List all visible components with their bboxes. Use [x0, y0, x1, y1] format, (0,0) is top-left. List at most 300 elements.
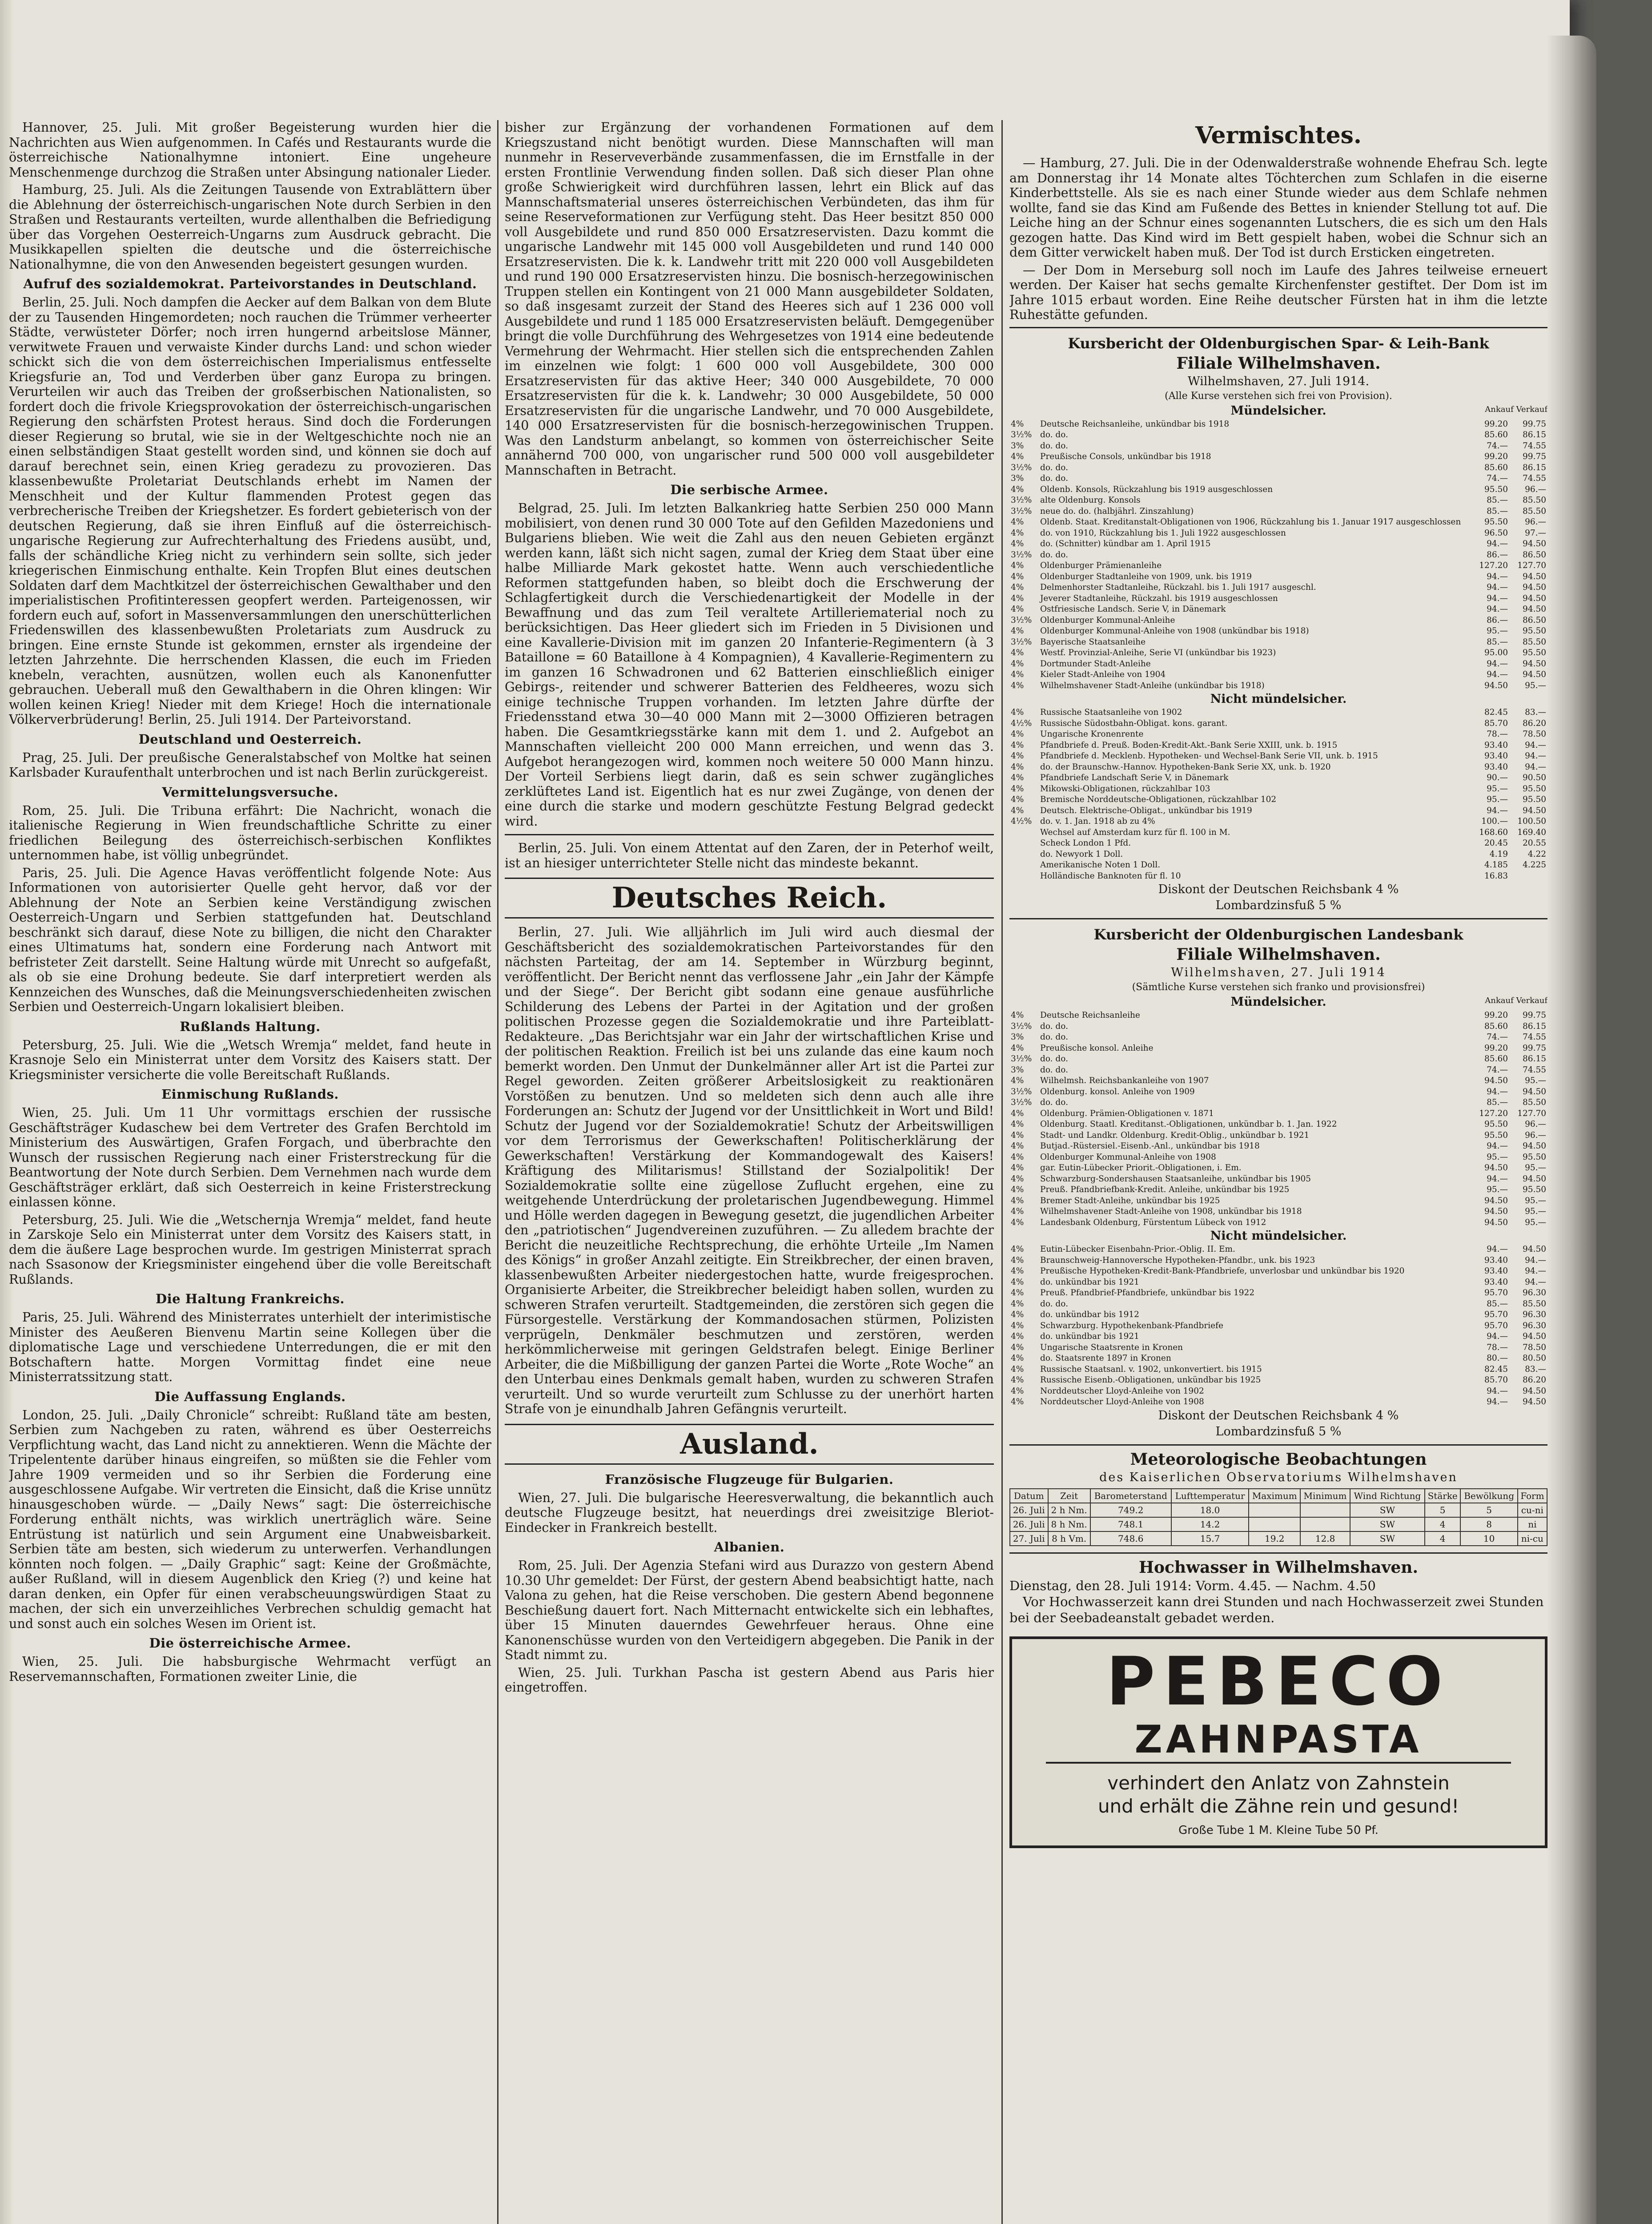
security-name: do. do.: [1040, 441, 1068, 451]
sell-price: 94.50: [1523, 1332, 1546, 1341]
weather-cell: cu-ni: [1518, 1503, 1547, 1517]
security-name: Oldenburger Kommunal-Anleihe von 1908 (unkündbar bis 1918): [1040, 626, 1309, 636]
separator-rule: [505, 834, 994, 835]
weather-cell: 5: [1425, 1503, 1461, 1517]
sell-price: 4.225: [1523, 860, 1546, 870]
weather-cell: 749.2: [1090, 1503, 1171, 1517]
buy-price: 93.40: [1484, 762, 1508, 772]
buy-price: 95.50: [1484, 517, 1508, 527]
high-water-times: Dienstag, den 28. Juli 1914: Vorm. 4.45. — Nachm. 4.50: [1009, 1578, 1376, 1593]
sell-price: 99.75: [1523, 1043, 1546, 1053]
high-water-title: Hochwasser in Wilhelmshaven.: [1138, 1558, 1419, 1577]
buy-price: 74.—: [1487, 474, 1508, 483]
weather-row: [1010, 1503, 1547, 1517]
sell-price: 95.—: [1525, 1217, 1546, 1227]
rate-row: [1009, 441, 1547, 452]
stock-report-date: Wilhelmshaven, 27. Juli 1914: [1171, 966, 1386, 979]
weather-cell: ni-cu: [1518, 1531, 1547, 1546]
rates-table: [1009, 707, 1547, 827]
buy-price: 94.50: [1484, 1163, 1508, 1172]
security-name: do. von 1910, Rückzahlung bis 1. Juli 1922 ausgeschlossen: [1040, 528, 1286, 538]
rate-row: [1009, 718, 1547, 729]
weather-header-row: [1010, 1489, 1547, 1503]
sell-price: 74.55: [1523, 1032, 1546, 1042]
rate-row: [1009, 539, 1547, 550]
weather-header: Datum: [1010, 1489, 1048, 1503]
rate-percent: [1009, 849, 1039, 860]
sell-price: 96.—: [1525, 484, 1546, 494]
sell-price: 80.50: [1523, 1354, 1546, 1363]
sell-price: 86.15: [1523, 430, 1546, 439]
stock-report-heading: Kursbericht der Oldenburgischen Spar- & Leih-Bank: [1009, 327, 1547, 353]
rate-row: [1009, 463, 1547, 474]
rate-percent: 4%: [1011, 1076, 1024, 1085]
security-name: do. do.: [1040, 1299, 1068, 1309]
rate-row: [1009, 1054, 1547, 1065]
security-name: do. do.: [1040, 1098, 1068, 1107]
security-name: do. do.: [1040, 1065, 1068, 1075]
rate-percent: 4%: [1011, 583, 1024, 592]
buy-price: 82.45: [1484, 708, 1508, 717]
column-middle: [505, 120, 994, 2224]
security-name: do. unkündbar bis 1921: [1040, 1332, 1139, 1341]
sell-price: 85.50: [1523, 1299, 1546, 1309]
rate-row: [1009, 681, 1547, 692]
rate-percent: 3½%: [1011, 637, 1032, 647]
weather-title: Meteorologische Beobachtungen: [1130, 1450, 1427, 1469]
buy-price: 95.—: [1487, 1152, 1508, 1162]
weather-cell: 12.8: [1300, 1531, 1350, 1546]
rate-row: [1009, 1277, 1547, 1288]
security-name: Russische Eisenb.-Obligationen, unkündbar bis 1925: [1040, 1375, 1261, 1385]
buy-price: 127.20: [1479, 561, 1508, 570]
rate-percent: 4%: [1011, 1386, 1024, 1396]
sell-price: 96.—: [1525, 1120, 1546, 1129]
rate-percent: 4%: [1011, 539, 1024, 548]
security-name: Wechsel auf Amsterdam kurz für fl. 100 in M.: [1040, 827, 1230, 837]
rate-percent: 4%: [1011, 1288, 1024, 1297]
buy-price: 86.—: [1487, 550, 1508, 560]
weather-cell: 748.6: [1090, 1531, 1171, 1546]
security-name: do. do.: [1040, 474, 1068, 483]
rate-percent: 4%: [1011, 751, 1024, 761]
buy-price: 93.40: [1484, 1277, 1508, 1287]
buy-price: 4.19: [1489, 849, 1508, 859]
column-left: [9, 120, 491, 2224]
rate-row: [1009, 1206, 1547, 1217]
stock-report-heading: Kursbericht der Oldenburgischen Landesbank: [1009, 918, 1547, 944]
buy-price: 85.—: [1487, 496, 1508, 505]
security-name: Bremische Norddeutsche-Obligationen, rückzahlbar 102: [1040, 795, 1277, 804]
ad-price: Große Tube 1 M. Kleine Tube 50 Pf.: [1178, 1823, 1379, 1837]
column-rule: [1001, 120, 1003, 2224]
security-name: Schwarzburg-Sondershausen Staatsanleihe, unkündbar bis 1905: [1040, 1174, 1311, 1184]
rate-percent: 4%: [1011, 806, 1024, 815]
weather-cell: 26. Juli: [1010, 1503, 1048, 1517]
lombard-rate: Lombardzinsfuß 5 %: [1215, 898, 1342, 912]
rate-percent: 4%: [1011, 1321, 1024, 1330]
rate-percent: 3%: [1011, 474, 1024, 483]
rate-percent: 4%: [1011, 1266, 1024, 1276]
article-paragraph: Hannover, 25. Juli. Mit großer Begeisterung wurden hier die Nachrichten aus Wien aufgenommen. In Cafés und Restaurants wurde die österreichische Nationalhymne intoniert. Eine ungeheure Menschenmenge durchzog die Straßen unter Absingung nationaler Lieder.: [9, 120, 491, 180]
article-heading: Einmischung Rußlands.: [161, 1087, 339, 1102]
security-name: Pfandbriefe Landschaft Serie V, in Dänemark: [1040, 773, 1229, 782]
column-header: Ankauf Verkauf: [1485, 404, 1547, 414]
weather-row: [1010, 1517, 1547, 1531]
sell-price: 94.50: [1523, 572, 1546, 581]
security-name: Russische Südostbahn-Obligat. kons. garant.: [1040, 718, 1228, 728]
rate-percent: 4%: [1011, 1185, 1024, 1194]
rate-percent: 3½%: [1011, 1054, 1032, 1064]
category-heading: Mündelsicher.: [1230, 403, 1326, 418]
rate-row: [1009, 1021, 1547, 1032]
sell-price: 74.55: [1523, 1065, 1546, 1075]
sell-price: 74.55: [1523, 474, 1546, 483]
article-paragraph: — Der Dom in Merseburg soll noch im Laufe des Jahres teilweise erneuert werden. Der Kaiser hat sechs gemalte Kirchenfenster gestiftet. Der Dom ist im Jahre 1015 erbaut worden. Eine Reihe deutscher Fürsten hat in ihm die letzte Ruhestätte gefunden.: [1009, 262, 1547, 322]
sell-price: 95.50: [1523, 626, 1546, 636]
rate-percent: 4%: [1011, 528, 1024, 538]
rate-row: [1009, 794, 1547, 806]
rate-percent: 4%: [1011, 1332, 1024, 1341]
category-heading: Nicht mündelsicher.: [1210, 692, 1347, 706]
rate-row: [1009, 430, 1547, 441]
rate-row: [1009, 495, 1547, 506]
buy-price: 94.—: [1487, 1141, 1508, 1151]
rate-row: [1009, 615, 1547, 626]
article-heading: Rußlands Haltung.: [180, 1019, 321, 1034]
buy-price: 95.00: [1484, 648, 1508, 657]
buy-price: 90.—: [1487, 773, 1508, 782]
security-name: Holländische Banknoten für fl. 10: [1040, 871, 1181, 881]
sell-price: 95.50: [1523, 795, 1546, 804]
sell-price: 96.30: [1523, 1310, 1546, 1319]
rate-row: [1009, 1364, 1547, 1375]
weather-header: Stärke: [1425, 1489, 1461, 1503]
security-name: Eutin-Lübecker Eisenbahn-Prior.-Oblig. II. Em.: [1040, 1245, 1235, 1254]
weather-table: [1009, 1488, 1547, 1546]
buy-price: 74.—: [1487, 1065, 1508, 1075]
buy-price: 20.45: [1484, 838, 1508, 848]
buy-price: 85.—: [1487, 506, 1508, 516]
security-name: do. do.: [1040, 463, 1068, 472]
weather-cell: SW: [1350, 1531, 1425, 1546]
sell-price: 94.50: [1523, 806, 1546, 815]
rate-row: [1009, 1043, 1547, 1054]
rate-row: [1009, 751, 1547, 762]
security-name: Oldenburger Kommunal-Anleihe von 1908: [1040, 1152, 1216, 1162]
security-name: do. v. 1. Jan. 1918 ab zu 4%: [1040, 817, 1155, 826]
buy-price: 94.—: [1487, 539, 1508, 548]
rate-percent: 3½%: [1011, 1087, 1032, 1096]
buy-price: 94.—: [1487, 1087, 1508, 1096]
rate-row: [1009, 827, 1547, 838]
security-name: Oldenburg. konsol. Anleihe von 1909: [1040, 1087, 1195, 1096]
buy-price: 95.50: [1484, 1120, 1508, 1129]
sell-price: 85.50: [1523, 1098, 1546, 1107]
stock-report-note: (Alle Kurse verstehen sich frei von Provision).: [1165, 390, 1392, 402]
sell-price: 97.—: [1525, 528, 1546, 538]
rate-percent: 4%: [1011, 762, 1024, 772]
weather-cell: 19.2: [1249, 1531, 1300, 1546]
rate-percent: 4%: [1011, 1277, 1024, 1287]
rate-row: [1009, 707, 1547, 718]
buy-price: 127.20: [1479, 1108, 1508, 1118]
sell-price: 83.—: [1525, 1364, 1546, 1374]
security-name: Wilhelmshavener Stadt-Anleihe (unkündbar bis 1918): [1040, 681, 1265, 690]
rate-percent: 3½%: [1011, 550, 1032, 560]
security-name: Ostfriesische Landsch. Serie V, in Dänemark: [1040, 604, 1226, 614]
rate-percent: [1009, 871, 1039, 882]
rate-percent: 3%: [1011, 1032, 1024, 1042]
rate-row: [1009, 1087, 1547, 1098]
security-name: do. (Schnitter) kündbar am 1. April 1915: [1040, 539, 1211, 548]
ad-product: ZAHNPASTA: [1046, 1717, 1511, 1764]
security-name: Bayerische Staatsanleihe: [1040, 637, 1146, 647]
security-name: Norddeutscher Lloyd-Anleihe von 1908: [1040, 1397, 1204, 1406]
high-water-note: Vor Hochwasserzeit kann drei Stunden und nach Hochwasserzeit zwei Stunden bei der Seebadeanstalt gebadet werden.: [1009, 1594, 1544, 1625]
security-name: do. do.: [1040, 430, 1068, 439]
buy-price: 94.—: [1487, 583, 1508, 592]
buy-price: 99.20: [1484, 452, 1508, 461]
rate-row: [1009, 1321, 1547, 1332]
rate-percent: 4½%: [1011, 718, 1032, 728]
sell-price: 94.50: [1523, 1397, 1546, 1406]
rate-row: [1009, 784, 1547, 795]
weather-header: Lufttemperatur: [1171, 1489, 1249, 1503]
article-paragraph: Petersburg, 25. Juli. Wie die „Wetsch Wremja“ meldet, fand heute in Krasnoje Selo ein Ministerrat unter dem Vorsitz des Kaisers statt. Der Kriegsminister versicherte die volle Bereitschaft Rußlands.: [9, 1037, 491, 1082]
security-name: do. der Braunschw.-Hannov. Hypotheken-Bank Serie XX, unk. b. 1920: [1040, 762, 1331, 772]
buy-price: 85.60: [1484, 1054, 1508, 1064]
rate-percent: 4%: [1011, 1342, 1024, 1352]
stock-report-spar-leih-bank: [1009, 327, 1547, 914]
weather-cell: 26. Juli: [1010, 1517, 1048, 1531]
security-name: do. unkündbar bis 1912: [1040, 1310, 1139, 1319]
rate-percent: 4%: [1011, 1207, 1024, 1216]
article-paragraph: Wien, 25. Juli. Die habsburgische Wehrmacht verfügt an Reservemannschaften, Formationen zweiter Linie, die: [9, 1654, 491, 1684]
article-paragraph: bisher zur Ergänzung der vorhandenen Formationen auf dem Kriegszustand nicht benötigt wurden. Diese Mannschaften will man nunmehr in Reserveverbände zusammenfassen, die im Ernstfalle in der ersten Frontlinie Verwendung finden sollen. Daß sich dieser Plan ohne große Schwierigkeit wird durchführen lassen, lehrt ein Blick auf das Mannschaftsmaterial unseres österreichischen Verbündeten, das ihm für seine Reserveformationen zur Verfügung steht. Das Heer besitzt 850 000 voll Ausgebildete und rund 850 000 Ersatzreservisten. Dazu kommt die ungarische Landwehr mit 145 000 voll Ausgebildeten und rund 140 000 Ersatzreservisten. Die k. k. Landwehr tritt mit 220 000 voll Ausgebildeten und rund 190 000 Ersatzreservisten hinzu. Die bosnisch-herzegowinischen Truppen stellen ein Kontingent von 21 000 Mann ausgebildeter Soldaten, so daß insgesamt zurzeit der Stand des Heeres sich auf 1 236 000 voll Ausgebildete und rund 1 185 000 Ersatzreservisten beläuft. Demgegenüber bringt die volle Durchführung des Wehrgesetzes von 1914 eine bedeutende Vermehrung der Wehrmacht. Hier stellen sich die entsprechenden Zahlen im einzelnen wie folgt: 1 600 000 voll Ausgebildete, 300 000 Ersatzreservisten für das aktive Heer; 340 000 Ausgebildete, 70 000 Ersatzreservisten für die k. k. Landwehr; 30 000 Ausgebildete, 50 000 Ersatzreservisten für die ungarische Landwehr, und 70 000 Ausgebildete, 140 000 Ersatzreservisten für die bosnisch-herzegowinischen Truppen. Was den Landsturm anbelangt, so kommen von österreichischer Seite annähernd 700 000, von ungarischer rund 500 000 voll ausgebildeter Mannschaften in Betracht.: [505, 120, 994, 478]
security-name: Dortmunder Stadt-Anleihe: [1040, 659, 1151, 669]
rate-percent: 4%: [1011, 740, 1024, 750]
weather-cell: 8 h Vm.: [1048, 1531, 1090, 1546]
rate-row: [1009, 560, 1547, 572]
weather-observations: [1009, 1444, 1547, 1546]
sell-price: 94.—: [1525, 740, 1546, 750]
article-paragraph: Wien, 27. Juli. Die bulgarische Heeresverwaltung, die bekanntlich auch deutsche Flugzeuge besitzt, hat neuerdings drei zweisitzige Bleriot-Eindecker in Frankreich bestellt.: [505, 1490, 994, 1535]
sell-price: 94.—: [1525, 751, 1546, 761]
sell-price: 95.50: [1523, 1185, 1546, 1194]
sell-price: 20.55: [1523, 838, 1546, 848]
buy-price: 4.185: [1484, 860, 1508, 870]
rate-percent: 3½%: [1011, 430, 1032, 439]
rate-percent: 3½%: [1011, 506, 1032, 516]
security-name: Landesbank Oldenburg, Fürstentum Lübeck von 1912: [1040, 1217, 1266, 1227]
rate-percent: 4%: [1011, 1310, 1024, 1319]
rate-row: [1009, 1288, 1547, 1299]
buy-price: 85.—: [1487, 1299, 1508, 1309]
buy-price: 85.—: [1487, 1098, 1508, 1107]
buy-price: 99.20: [1484, 1011, 1508, 1020]
buy-price: 82.45: [1484, 1364, 1508, 1374]
article-heading: Die Auffassung Englands.: [154, 1389, 346, 1404]
security-name: Kieler Stadt-Anleihe von 1904: [1040, 670, 1166, 679]
weather-cell: 2 h Nm.: [1048, 1503, 1090, 1517]
sell-price: 100.50: [1517, 817, 1546, 826]
sell-price: 85.50: [1523, 506, 1546, 516]
rate-percent: 4%: [1011, 452, 1024, 461]
buy-price: 95.—: [1487, 795, 1508, 804]
rate-percent: 3%: [1011, 441, 1024, 451]
buy-price: 94.—: [1487, 1174, 1508, 1184]
article-paragraph: Berlin, 27. Juli. Wie alljährlich im Juli wird auch diesmal der Geschäftsbericht des sozialdemokratischen Parteivorstandes für den nächsten Parteitag, der am 14. September in Würzburg beginnt, veröffentlicht. Der Bericht nennt das verflossene Jahr „ein Jahr der Kämpfe und der Siege“. Der Bericht gibt sodann eine genaue ausführliche Schilderung des Lebens der Partei in der Agitation und der großen politischen Prozesse gegen die Sozialdemokratie und ihre Parteiblatt-Redakteure. „Das Berichtsjahr war ein Jahr der wirtschaftlichen Krise und der politischen Reaktion. Freilich ist bei uns zulande das eine kaum noch bemerkt worden. Den Unmut der Dunkelmänner aller Art ist die Partei zur Regel geworden. Zeiten größerer Arbeitslosigkeit zu reaktionären Vorstößen zu benutzen. Und so meldeten sich denn auch alle ihre Forderungen an: Schutz der Jugend vor der Unsittlichkeit in Wort und Bild! Schutz der Jugend vor der Sozialdemokratie! Schutz der Arbeitswilligen vor dem Terrorismus der Gewerkschaften! Politischerklärung der Gewerkschaften! Verstärkung der Kommandogewalt des Kaisers! Kräftigung des Militarismus! Stillstand der Sozialpolitik! Der Sozialdemokratie sollte eine zügellose Zuflucht ergehen, eine zu weitgehende Unterdrückung der proletarischen Jugendbewegung. Himmel und Hölle werden dagegen in Bewegung gesetzt, die jugendlichen Arbeiter den „patriotischen“ Jugendvereinen zuzuführen. — Zu alledem brachte der Bericht die neuzeitliche Rechtsprechung, die erhöhte Urteile „Im Namen des Königs“ in großer Anzahl zeitigte. Ein Streikbrecher, der einen braven, klassenbewußten Arbeiter niedergestochen hatte, wurde freigesprochen. Organisierte Arbeiter, die Streikbrecher beleidigt haben sollen, wurden zu schweren Strafen verurteilt. Stadtgemeinden, die zerstören sich gegen die Fürsorgestelle. Verstärkung der Kommandosachen stürmen, Polizisten verprügeln, Denkmäler beschmutzen und zerstören, werden herkömmlicherweise mit geringen Geldstrafen belegt. Einige Berliner Arbeiter, die die Mißbilligung der ganzen Partei die Worte „Rote Woche“ an den Unterbau eines Denkmals gemalt haben, wurden zu schweren Strafen verurteilt. Und so wurde verurteilt zum Schlusse zu der unerhört harten Strafe von je einundhalb Jahren Gefängnis verurteilt.: [505, 925, 994, 1416]
buy-price: 94.—: [1487, 1397, 1508, 1406]
buy-price: 74.—: [1487, 1032, 1508, 1042]
rate-percent: 4%: [1011, 1043, 1024, 1053]
weather-cell: 10: [1460, 1531, 1517, 1546]
rate-percent: 4%: [1011, 784, 1024, 794]
buy-price: 94.50: [1484, 1217, 1508, 1227]
rate-row: [1009, 729, 1547, 740]
buy-price: 93.40: [1484, 1266, 1508, 1276]
security-name: Preußische Consols, unkündbar bis 1918: [1040, 452, 1211, 461]
column-right: [1009, 120, 1547, 2224]
rate-row: [1009, 473, 1547, 484]
sell-price: 95.50: [1523, 1152, 1546, 1162]
rate-percent: 4%: [1011, 1011, 1024, 1020]
sell-price: 95.—: [1525, 1207, 1546, 1216]
rate-percent: 4%: [1011, 1196, 1024, 1205]
rate-row: [1009, 1397, 1547, 1408]
rate-percent: 4%: [1011, 561, 1024, 570]
weather-cell: 27. Juli: [1010, 1531, 1048, 1546]
weather-header: Wind Richtung: [1350, 1489, 1425, 1503]
weather-cell: 8: [1460, 1517, 1517, 1531]
rate-percent: 4%: [1011, 1354, 1024, 1363]
weather-cell: 748.1: [1090, 1517, 1171, 1531]
rate-row: [1009, 1065, 1547, 1076]
buy-price: 93.40: [1484, 740, 1508, 750]
rate-row: [1009, 1255, 1547, 1266]
sell-price: 94.50: [1523, 593, 1546, 603]
rate-percent: 4%: [1011, 1108, 1024, 1118]
weather-cell: 15.7: [1171, 1531, 1249, 1546]
buy-price: 95.50: [1484, 484, 1508, 494]
sell-price: 94.50: [1523, 1087, 1546, 1096]
security-name: Oldenb. Konsols, Rückzahlung bis 1919 ausgeschlossen: [1040, 484, 1273, 494]
sell-price: 85.50: [1523, 637, 1546, 647]
buy-price: 85.60: [1484, 430, 1508, 439]
sell-price: 4.22: [1527, 849, 1546, 859]
rate-percent: 4%: [1011, 1245, 1024, 1254]
rate-percent: 4%: [1011, 1174, 1024, 1184]
weather-cell: SW: [1350, 1517, 1425, 1531]
rate-percent: 3½%: [1011, 615, 1032, 625]
rate-row: [1009, 871, 1547, 882]
rate-percent: 3½%: [1011, 463, 1032, 472]
rate-percent: 4%: [1011, 593, 1024, 603]
rate-row: [1009, 484, 1547, 496]
rate-percent: 4%: [1011, 1299, 1024, 1309]
buy-price: 94.50: [1484, 1196, 1508, 1205]
weather-header: Barometerstand: [1090, 1489, 1171, 1503]
rate-percent: 4%: [1011, 1152, 1024, 1162]
sell-price: 96.—: [1525, 1130, 1546, 1140]
security-name: Preußische Hypotheken-Kredit-Bank-Pfandbriefe, unverlosbar und unkündbar bis 1920: [1040, 1266, 1405, 1276]
rate-percent: [1009, 838, 1039, 849]
rate-percent: 4%: [1011, 1163, 1024, 1172]
sell-price: 86.50: [1523, 615, 1546, 625]
sell-price: 90.50: [1523, 773, 1546, 782]
security-name: neue do. do. (halbjährl. Zinszahlung): [1040, 506, 1194, 516]
buy-price: 95.70: [1484, 1310, 1508, 1319]
sell-price: 96.30: [1523, 1288, 1546, 1297]
buy-price: 95.—: [1487, 784, 1508, 794]
rate-percent: 4%: [1011, 626, 1024, 636]
rate-row: [1009, 528, 1547, 539]
rate-row: [1009, 648, 1547, 659]
security-name: Norddeutscher Lloyd-Anleihe von 1902: [1040, 1386, 1204, 1396]
article-heading: Französische Flugzeuge für Bulgarien.: [605, 1471, 894, 1487]
rate-percent: 4½%: [1011, 817, 1032, 826]
section-title: Deutsches Reich.: [505, 878, 994, 919]
rate-row: [1009, 604, 1547, 615]
rate-row: [1009, 1185, 1547, 1196]
security-name: Jeverer Stadtanleihe, Rückzahl. bis 1919 ausgeschlossen: [1040, 593, 1278, 603]
category-heading: Nicht mündelsicher.: [1210, 1229, 1347, 1243]
article-paragraph: London, 25. Juli. „Daily Chronicle“ schreibt: Rußland täte am besten, Serbien zum Nachgeben zu raten, während es über Oesterreichs Verpflichtung wacht, das Land nicht zu annektieren. Wenn die Mächte der Tripelentente darüber hinaus eingreifen, so müßten sie die Fehler vom Jahre 1909 vermeiden und so ihr Serbien die Forderung eine ausgeschlossene Aufgabe. Wir vertreten die Einsicht, daß die Krise unnütz hinausgeschoben würde. — „Daily News“ sagt: Die österreichische Forderung enthält nichts, was wirklich unerträglich wäre. Seine Entrüstung ist natürlich und sein Argument eine Unabweisbarkeit. Serbien täte am besten, sich wiederum zu unterwerfen. Verhandlungen könnten noch folgen. — „Daily Graphic“ sagt: Keine der Großmächte, außer Rußland, will in diesem Augenblick den Krieg (?) und keine hat daran denken, ein Opfer für einen verabscheuungswürdigen Staat zu machen, der sich ein unverzeihliches Verbrechen schuldig gemacht hat und sonst auch ein solches Wesen im Orient ist.: [9, 1407, 491, 1631]
security-name: Pfandbriefe d. Mecklenb. Hypotheken- und Wechsel-Bank Serie VII, unk. b. 1915: [1040, 751, 1378, 761]
buy-price: 16.83: [1484, 871, 1508, 881]
rate-row: [1009, 1097, 1547, 1108]
security-name: Ungarische Staatsrente in Kronen: [1040, 1342, 1183, 1352]
sell-price: 94.50: [1523, 583, 1546, 592]
sell-price: 86.20: [1523, 718, 1546, 728]
security-name: do. do.: [1040, 1021, 1068, 1031]
buy-price: 99.20: [1484, 1043, 1508, 1053]
sell-price: 95.50: [1523, 648, 1546, 657]
sell-price: 86.15: [1523, 1054, 1546, 1064]
sell-price: 78.50: [1523, 1342, 1546, 1352]
rate-row: [1009, 572, 1547, 583]
buy-price: 78.—: [1487, 729, 1508, 739]
security-name: do. do.: [1040, 1032, 1068, 1042]
rate-row: [1009, 659, 1547, 670]
rate-percent: 4%: [1011, 484, 1024, 494]
rate-row: [1009, 806, 1547, 817]
buy-price: 168.60: [1479, 827, 1508, 837]
section-title: Ausland.: [505, 1424, 994, 1465]
weather-cell: [1249, 1503, 1300, 1517]
sell-price: 94.—: [1525, 1266, 1546, 1276]
column-header: Ankauf Verkauf: [1485, 996, 1547, 1005]
security-name: do. do.: [1040, 550, 1068, 560]
article-paragraph: Hamburg, 25. Juli. Als die Zeitungen Tausende von Extrablättern über die Ablehnung der österreichisch-ungarischen Note durch Serbien in den Straßen und Restaurants verteilten, wurde allenthalben die Befriedigung über das Vorgehen Oesterreich-Ungarns zum Ausdruck gebracht. Die Musikkapellen spielten die deutsche und die österreichische Nationalhymne, die von den Anwesenden begeistert gesungen wurden.: [9, 182, 491, 272]
rate-row: [1009, 740, 1547, 751]
buy-price: 85.60: [1484, 1021, 1508, 1031]
rate-row: [1009, 582, 1547, 593]
security-name: Deutsche Reichsanleihe, unkündbar bis 1918: [1040, 419, 1230, 429]
buy-price: 95.70: [1484, 1321, 1508, 1330]
weather-cell: ni: [1518, 1517, 1547, 1531]
column-rule: [497, 120, 498, 2224]
security-name: Braunschweig-Hannoversche Hypotheken-Pfandbr., unk. bis 1923: [1040, 1255, 1315, 1265]
rate-row: [1009, 1375, 1547, 1386]
rate-row: [1009, 451, 1547, 463]
rate-percent: 3%: [1011, 1065, 1024, 1075]
security-name: Delmenhorster Stadtanleihe, Rückzahl. bis 1. Juli 1917 ausgeschl.: [1040, 583, 1316, 592]
rate-percent: 4%: [1011, 1364, 1024, 1374]
security-name: Wilhelmshavener Stadt-Anleihe von 1908, unkündbar bis 1918: [1040, 1207, 1302, 1216]
weather-header: Form: [1518, 1489, 1547, 1503]
